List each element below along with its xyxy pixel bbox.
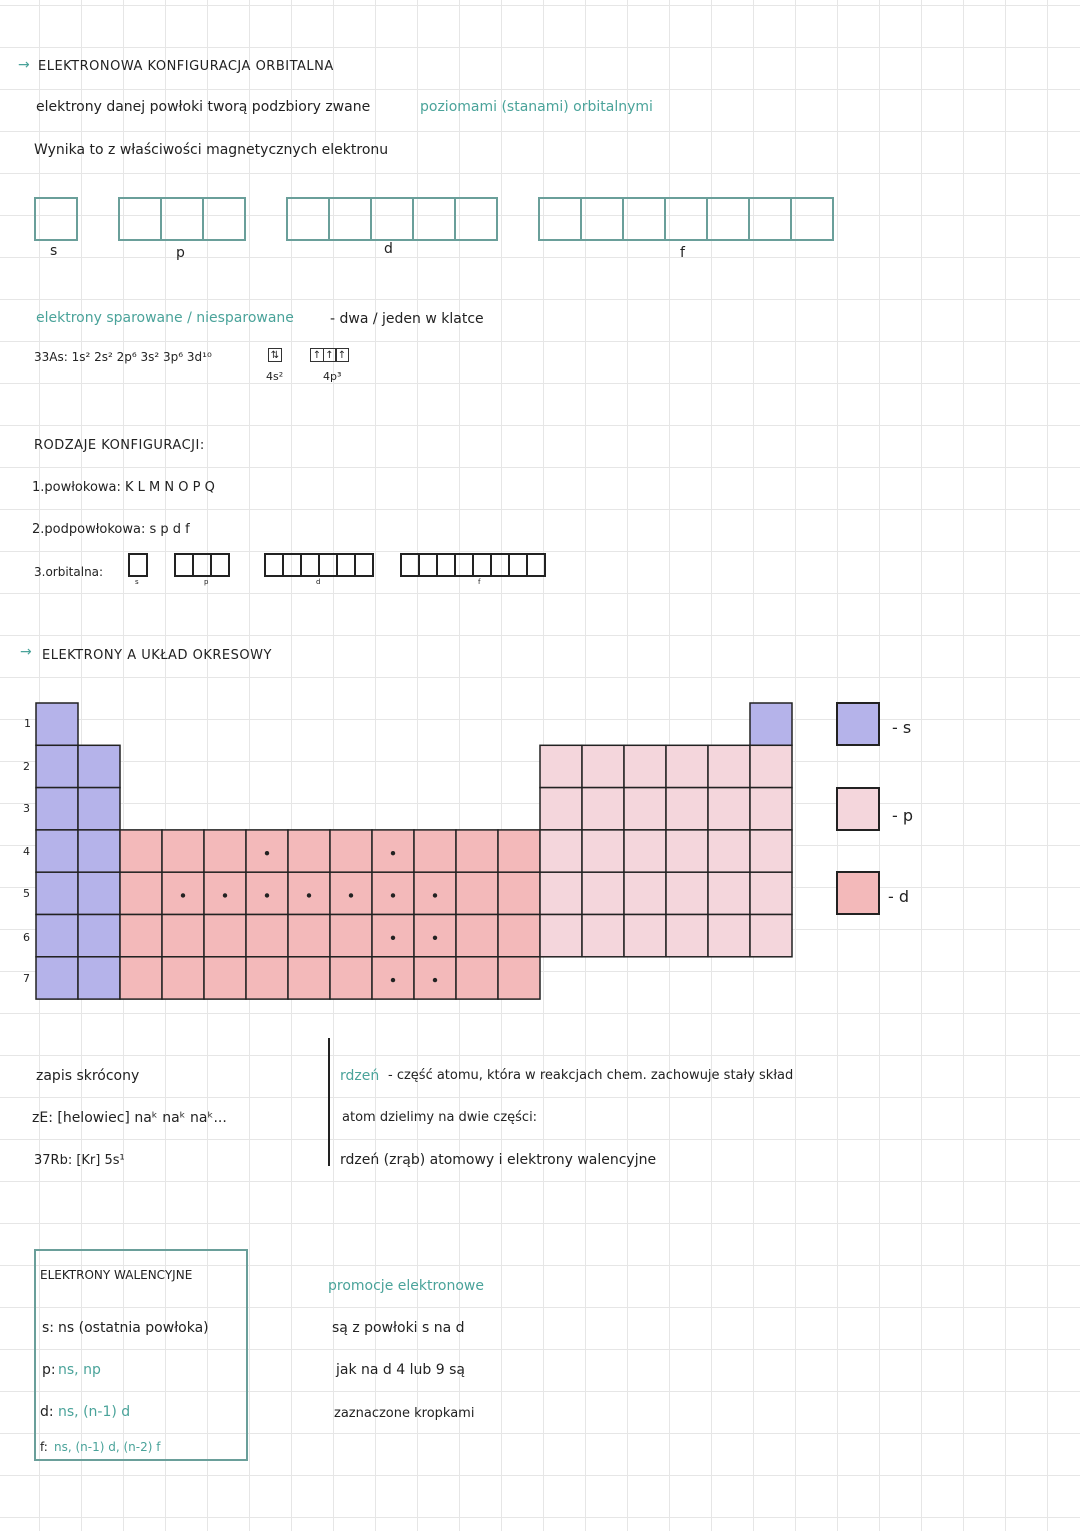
arsenic-4p-boxes xyxy=(310,348,349,362)
d-block-cell xyxy=(498,872,540,914)
up-arrow-icon: ↑ xyxy=(323,348,337,362)
d-block-cell xyxy=(498,957,540,999)
d-block-cell xyxy=(162,957,204,999)
short-notation-formula: zE: [helowiec] naᵏ naᵏ naᵏ... xyxy=(32,1110,227,1126)
small-label-p: p xyxy=(204,578,209,586)
s-block-cell xyxy=(36,788,78,830)
config-type-subshell: 2.podpowłokowa: s p d f xyxy=(32,522,190,537)
legend-swatch-p xyxy=(836,787,880,831)
d-block-cell xyxy=(372,872,414,914)
orbital-levels-term: poziomami (stanami) orbitalnymi xyxy=(420,99,653,115)
promotion-line-1: są z powłoki s na d xyxy=(332,1320,465,1336)
period-number: 7 xyxy=(23,972,30,985)
promotion-dot xyxy=(391,851,395,855)
promotion-dot xyxy=(181,893,185,897)
d-block-cell xyxy=(414,872,456,914)
up-arrow-icon: ↑ xyxy=(310,348,324,362)
d-block-cell xyxy=(414,957,456,999)
config-type-orbital: 3.orbitalna: xyxy=(34,565,104,579)
legend-swatch-s xyxy=(836,702,880,746)
config-types-title: RODZAJE KONFIGURACJI: xyxy=(34,438,205,453)
d-block-cell xyxy=(456,957,498,999)
orbital-boxes-p xyxy=(118,197,246,241)
p-block-cell xyxy=(582,745,624,787)
legend-swatch-d xyxy=(836,871,880,915)
core-term: rdzeń xyxy=(340,1068,380,1084)
d-block-cell xyxy=(372,915,414,957)
arsenic-4s-label: 4s² xyxy=(266,370,284,383)
d-block-cell xyxy=(204,957,246,999)
promotion-dot xyxy=(349,893,353,897)
orbital-boxes-s xyxy=(34,197,78,241)
period-number: 5 xyxy=(23,887,30,900)
arsenic-4s-box xyxy=(268,348,282,362)
small-label-d: d xyxy=(316,578,321,586)
s-block-cell xyxy=(78,915,120,957)
core-and-valence-text: rdzeń (zrąb) atomowy i elektrony walencyjne xyxy=(340,1152,657,1168)
period-number: 2 xyxy=(23,760,30,773)
d-block-cell xyxy=(498,830,540,872)
small-box-p xyxy=(174,553,230,577)
divider-line xyxy=(328,1038,330,1166)
promotion-dot xyxy=(265,893,269,897)
d-block-cell xyxy=(246,915,288,957)
legend-label-s: - s xyxy=(892,718,912,737)
d-block-cell xyxy=(162,830,204,872)
legend-label-p: - p xyxy=(892,806,914,825)
s-block-cell xyxy=(78,788,120,830)
d-block-cell xyxy=(288,830,330,872)
magnetic-properties-text: Wynika to z właściwości magnetycznych elektronu xyxy=(34,142,389,158)
p-block-cell xyxy=(708,788,750,830)
period-number: 1 xyxy=(24,717,31,730)
p-block-cell xyxy=(540,788,582,830)
d-block-cell xyxy=(330,915,372,957)
p-block-cell xyxy=(540,830,582,872)
paired-arrows-icon: ⇅ xyxy=(268,348,282,362)
arsenic-config: 33As: 1s² 2s² 2p⁶ 3s² 3p⁶ 3d¹⁰ xyxy=(34,350,212,364)
valence-s-value: ns (ostatnia powłoka) xyxy=(58,1320,209,1336)
d-block-cell xyxy=(246,957,288,999)
p-block-cell xyxy=(624,830,666,872)
orbital-label-f: f xyxy=(680,245,685,261)
valence-f-value: ns, (n-1) d, (n-2) f xyxy=(54,1440,161,1454)
d-block-cell xyxy=(414,830,456,872)
promotion-dot xyxy=(433,936,437,940)
section-title-periodic: ELEKTRONY A UKŁAD OKRESOWY xyxy=(42,648,272,663)
d-block-cell xyxy=(204,872,246,914)
d-block-cell xyxy=(288,957,330,999)
p-block-cell xyxy=(666,915,708,957)
paired-electrons-desc: - dwa / jeden w klatce xyxy=(330,311,484,327)
d-block-cell xyxy=(330,830,372,872)
s-block-cell xyxy=(78,830,120,872)
promotion-dot xyxy=(265,851,269,855)
d-block-cell xyxy=(372,830,414,872)
p-block-cell xyxy=(582,915,624,957)
d-block-cell xyxy=(288,915,330,957)
period-number: 4 xyxy=(23,845,30,858)
d-block-cell xyxy=(246,830,288,872)
d-block-cell xyxy=(162,872,204,914)
promotion-title: promocje elektronowe xyxy=(328,1278,484,1294)
p-block-cell xyxy=(666,788,708,830)
p-block-cell xyxy=(708,830,750,872)
s-block-cell xyxy=(36,703,78,745)
d-block-cell xyxy=(120,915,162,957)
p-block-cell xyxy=(750,915,792,957)
orbital-boxes-f xyxy=(538,197,834,241)
p-block-cell xyxy=(540,872,582,914)
s-block-cell xyxy=(78,957,120,999)
d-block-cell xyxy=(414,915,456,957)
s-block-cell xyxy=(78,745,120,787)
d-block-cell xyxy=(330,957,372,999)
s-block-cell xyxy=(36,745,78,787)
valence-title: ELEKTRONY WALENCYJNE xyxy=(40,1268,193,1282)
core-definition: - część atomu, która w reakcjach chem. zachowuje stały skład xyxy=(388,1068,794,1083)
d-block-cell xyxy=(330,872,372,914)
p-block-cell xyxy=(624,788,666,830)
atom-parts-text: atom dzielimy na dwie części: xyxy=(342,1110,538,1125)
promotion-dot xyxy=(391,936,395,940)
short-notation-title: zapis skrócony xyxy=(36,1068,140,1084)
period-number: 6 xyxy=(23,931,30,944)
period-number: 3 xyxy=(23,802,30,815)
valence-d-key: d: xyxy=(40,1404,54,1420)
d-block-cell xyxy=(120,830,162,872)
p-block-cell xyxy=(666,830,708,872)
orbital-label-p: p xyxy=(176,245,185,261)
d-block-cell xyxy=(204,830,246,872)
promotion-dot xyxy=(223,893,227,897)
d-block-cell xyxy=(120,957,162,999)
p-block-cell xyxy=(666,745,708,787)
d-block-cell xyxy=(288,872,330,914)
arsenic-4p-label: 4p³ xyxy=(323,370,342,383)
promotion-dot xyxy=(307,893,311,897)
arrow-icon: → xyxy=(18,57,30,73)
p-block-cell xyxy=(708,745,750,787)
p-block-cell xyxy=(540,745,582,787)
orbital-boxes-d xyxy=(286,197,498,241)
p-block-cell xyxy=(624,915,666,957)
valence-d-value: ns, (n-1) d xyxy=(58,1404,131,1420)
up-arrow-icon: ↑ xyxy=(335,348,349,362)
small-label-f: f xyxy=(478,578,481,586)
s-block-cell xyxy=(78,872,120,914)
promotion-dot xyxy=(433,893,437,897)
s-block-cell xyxy=(750,703,792,745)
rubidium-example: 37Rb: [Kr] 5s¹ xyxy=(34,1153,125,1168)
small-box-d xyxy=(264,553,374,577)
promotion-dot xyxy=(391,893,395,897)
promotion-line-3: zaznaczone kropkami xyxy=(334,1406,475,1421)
s-block-cell xyxy=(36,872,78,914)
orbital-levels-text: elektrony danej powłoki tworą podzbiory zwane xyxy=(36,99,371,115)
p-block-cell xyxy=(582,872,624,914)
p-block-cell xyxy=(540,915,582,957)
p-block-cell xyxy=(750,872,792,914)
s-block-cell xyxy=(36,830,78,872)
orbital-label-s: s xyxy=(50,243,58,259)
small-box-s xyxy=(128,553,148,577)
promotion-dot xyxy=(433,978,437,982)
promotion-dot xyxy=(391,978,395,982)
small-box-f xyxy=(400,553,546,577)
paired-electrons-term: elektrony sparowane / niesparowane xyxy=(36,310,294,326)
p-block-cell xyxy=(624,745,666,787)
p-block-cell xyxy=(750,788,792,830)
d-block-cell xyxy=(120,872,162,914)
p-block-cell xyxy=(582,788,624,830)
legend-label-d: - d xyxy=(888,887,910,906)
p-block-cell xyxy=(708,915,750,957)
s-block-cell xyxy=(36,957,78,999)
orbital-label-d: d xyxy=(384,241,393,257)
d-block-cell xyxy=(162,915,204,957)
p-block-cell xyxy=(708,872,750,914)
d-block-cell xyxy=(372,957,414,999)
p-block-cell xyxy=(582,830,624,872)
promotion-line-2: jak na d 4 lub 9 są xyxy=(336,1362,465,1378)
p-block-cell xyxy=(624,872,666,914)
d-block-cell xyxy=(456,830,498,872)
d-block-cell xyxy=(456,872,498,914)
valence-f-key: f: xyxy=(40,1440,48,1454)
valence-p-key: p: xyxy=(42,1362,56,1378)
d-block-cell xyxy=(456,915,498,957)
d-block-cell xyxy=(246,872,288,914)
valence-s-key: s: xyxy=(42,1320,55,1336)
d-block-cell xyxy=(204,915,246,957)
arrow-icon: → xyxy=(20,644,32,660)
p-block-cell xyxy=(750,830,792,872)
p-block-cell xyxy=(750,745,792,787)
s-block-cell xyxy=(36,915,78,957)
small-label-s: s xyxy=(135,578,139,586)
p-block-cell xyxy=(666,872,708,914)
section-title-orbital-config: ELEKTRONOWA KONFIGURACJA ORBITALNA xyxy=(38,59,334,74)
d-block-cell xyxy=(498,915,540,957)
config-type-shell: 1.powłokowa: K L M N O P Q xyxy=(32,480,215,495)
valence-p-value: ns, np xyxy=(58,1362,101,1378)
